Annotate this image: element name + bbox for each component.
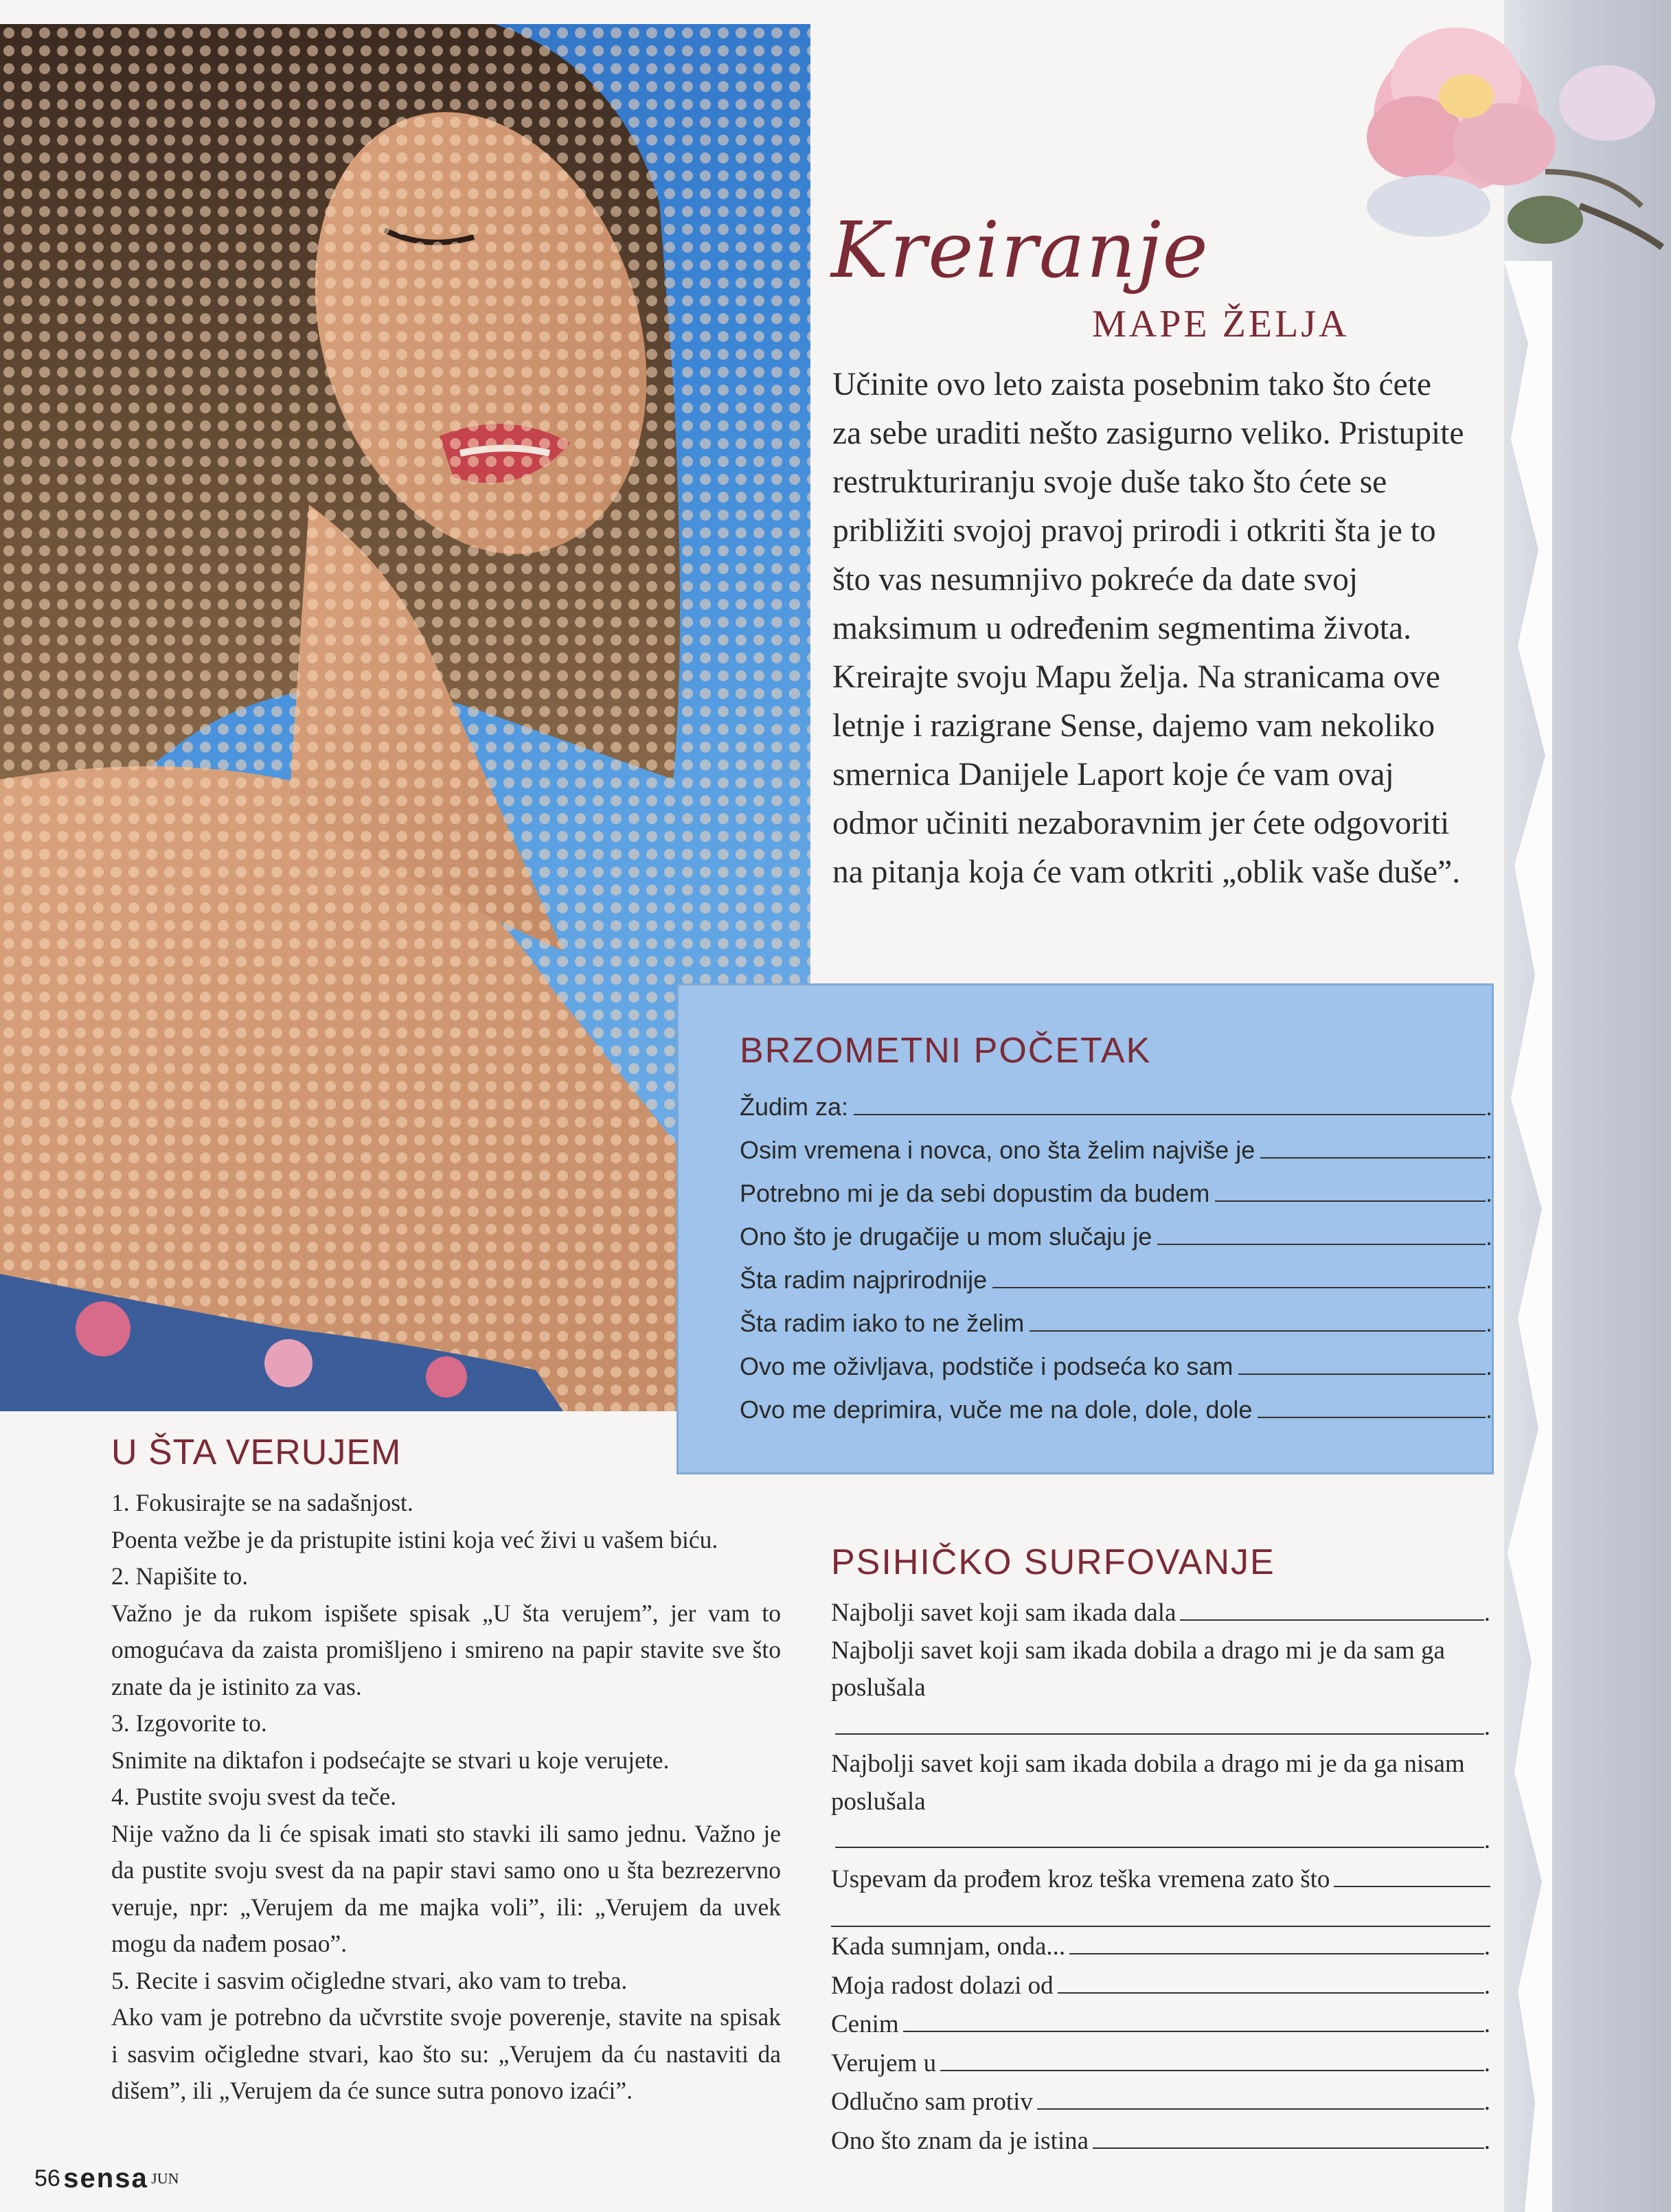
beliefs-paragraph: Ako vam je potrebno da učvrstite svoje poverenje, stavite na spisak i sasvim očigledne stvari, kao što su: „Verujem da ću nastaviti da dišem”, ili „Verujem da će sunce sutra ponovo izaći”. bbox=[111, 2003, 781, 2104]
flower-illustration bbox=[1319, 0, 1671, 261]
list-item: Moja radost dolazi od . bbox=[831, 1966, 1490, 2005]
answer-line[interactable] bbox=[1238, 1345, 1486, 1375]
answer-line[interactable] bbox=[1157, 1215, 1486, 1245]
list-item: Osim vremena i novca, ono šta želim najviše je . bbox=[740, 1128, 1495, 1172]
answer-line[interactable] bbox=[831, 1898, 1490, 1927]
beliefs-title: U ŠTA VERUJEM bbox=[111, 1433, 402, 1472]
list-item: Najbolji savet koji sam ikada dobila a drago mi je da sam ga poslušala . bbox=[831, 1636, 1490, 1741]
page-number: 56 bbox=[34, 2165, 60, 2191]
answer-line[interactable] bbox=[835, 1707, 1484, 1735]
quick-start-list bbox=[740, 1085, 1495, 1431]
article-title-sub: MAPE ŽELJA bbox=[1092, 303, 1350, 345]
answer-line[interactable] bbox=[1030, 1301, 1486, 1332]
list-item: Verujem u . bbox=[831, 2044, 1490, 2083]
list-item: Ovo me oživljava, podstiče i podseća ko sam . bbox=[740, 1345, 1495, 1388]
list-item: Ono što znam da je istina . bbox=[831, 2121, 1490, 2160]
list-item: Najbolji savet koji sam ikada dobila a drago mi je da ga nisam poslušala . bbox=[831, 1750, 1490, 1854]
beliefs-step: 1. Fokusirajte se na sadašnjost. bbox=[111, 1489, 413, 1516]
answer-line[interactable] bbox=[1037, 2082, 1484, 2110]
list-item: Kada sumnjam, onda... . bbox=[831, 1927, 1490, 1966]
answer-line[interactable] bbox=[854, 1085, 1486, 1115]
list-item: Uspevam da prođem kroz teška vremena zato što bbox=[831, 1860, 1490, 1928]
beliefs-step: 4. Pustite svoju svest da teče. bbox=[111, 1783, 397, 1810]
answer-line[interactable] bbox=[940, 2044, 1484, 2071]
beliefs-text bbox=[111, 1485, 781, 2110]
list-item: Potrebno mi je da sebi dopustim da budem . bbox=[740, 1172, 1495, 1215]
issue-month: JUN bbox=[151, 2169, 179, 2187]
answer-line[interactable] bbox=[1334, 1860, 1490, 1887]
list-item: Ovo me deprimira, vuče me na dole, dole, dole . bbox=[740, 1388, 1495, 1431]
answer-line[interactable] bbox=[1180, 1593, 1484, 1621]
beliefs-paragraph: Nije važno da li će spisak imati sto stavki ili samo jednu. Važno je da pustite svoju svest da na papir stavi samo ono u šta bezrezervno veruje, npr: „Verujem da me majka voli”, ili: „Verujem da uvek mogu da nađem posao”. bbox=[111, 1819, 781, 1957]
list-item: Odlučno sam protiv . bbox=[831, 2082, 1490, 2121]
answer-line[interactable] bbox=[903, 2005, 1484, 2032]
answer-line[interactable] bbox=[1069, 1927, 1484, 1954]
intro-paragraph: Učinite ovo leto zaista posebnim tako što ćete za sebe uraditi nešto zasigurno veliko. Pristupite restrukturiranju svoje duše tako što ćete se približiti svojoj pravoj prirodi i otkriti šta je to što vas nesumnjivo pokreće da date svoj maksimum u određenim segmentima života. Kreirajte svoju Mapu želja. Na stranicama ove letnje i razigrane Sense, dajemo vam nekoliko smernica Danijele Laport koje će vam ovaj odmor učiniti nezaboravnim jer ćete odgovoriti na pitanja koja će vam otkriti „oblik vaše duše”. bbox=[832, 367, 1464, 890]
answer-line[interactable] bbox=[835, 1821, 1484, 1848]
magazine-logo: sensa bbox=[63, 2163, 148, 2193]
beliefs-paragraph: Poenta vežbe je da pristupite istini koja već živi u vašem biću. bbox=[111, 1525, 718, 1553]
answer-line[interactable] bbox=[1260, 1128, 1486, 1159]
surfing-list bbox=[831, 1593, 1490, 2160]
list-item: Žudim za: . bbox=[740, 1085, 1495, 1128]
answer-line[interactable] bbox=[1058, 1966, 1484, 1994]
answer-line[interactable] bbox=[1093, 2121, 1484, 2149]
surfing-title: PSIHIČKO SURFOVANJE bbox=[831, 1542, 1275, 1582]
beliefs-step: 3. Izgovorite to. bbox=[111, 1709, 267, 1737]
quick-start-title: BRZOMETNI POČETAK bbox=[740, 1031, 1152, 1071]
list-item: Cenim . bbox=[831, 2005, 1490, 2044]
article-title-script: Kreiranje bbox=[831, 206, 1209, 295]
answer-line[interactable] bbox=[992, 1258, 1486, 1288]
beliefs-paragraph: Važno je da rukom ispišete spisak „U šta verujem”, jer vam to omogućava da zaista promišljeno i smireno na papir stavite sve što znate da je istinito za vas. bbox=[111, 1599, 781, 1700]
beliefs-step: 2. Napišite to. bbox=[111, 1562, 249, 1590]
beliefs-paragraph: Snimite na diktafon i podsećajte se stvari u koje verujete. bbox=[111, 1746, 670, 1774]
page-footer bbox=[34, 2163, 179, 2194]
list-item: Ono što je drugačije u mom slučaju je . bbox=[740, 1215, 1495, 1258]
answer-line[interactable] bbox=[1215, 1172, 1486, 1202]
list-item: Šta radim iako to ne želim . bbox=[740, 1301, 1495, 1345]
list-item: Najbolji savet koji sam ikada dala . bbox=[831, 1593, 1490, 1632]
answer-line[interactable] bbox=[1258, 1388, 1486, 1418]
beliefs-step: 5. Recite i sasvim očigledne stvari, ako vam to treba. bbox=[111, 1966, 628, 1994]
list-item: Šta radim najprirodnije . bbox=[740, 1258, 1495, 1301]
